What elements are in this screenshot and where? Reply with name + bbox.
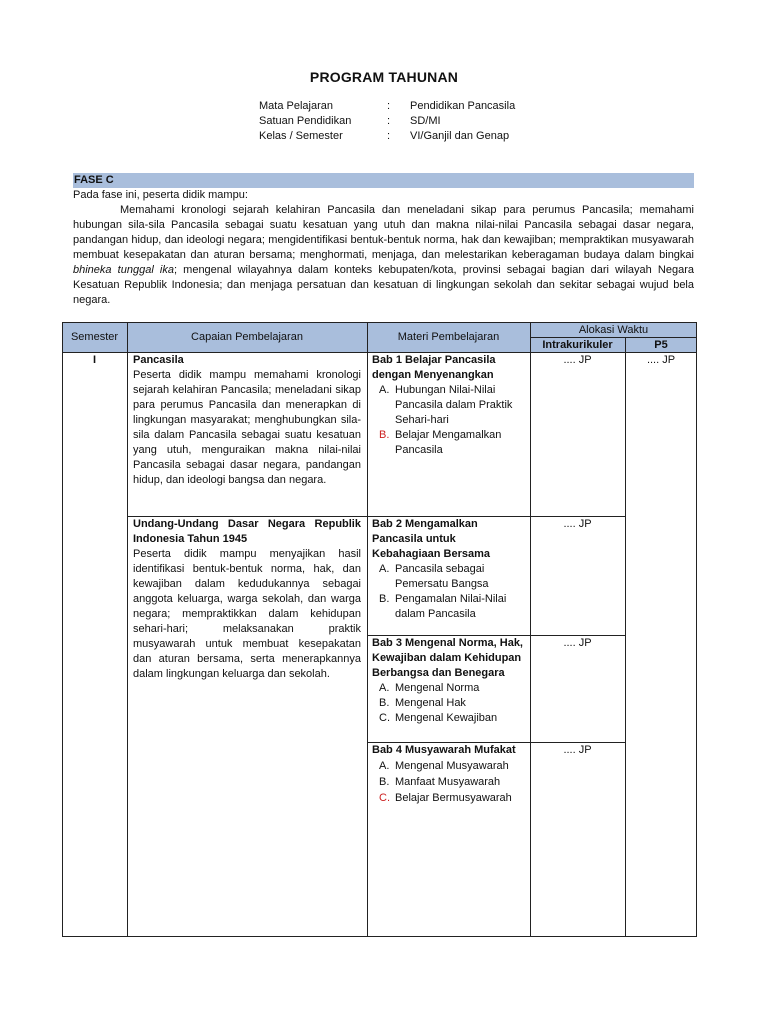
- semester-value: I: [92, 354, 97, 366]
- capaian-title: Pancasila: [133, 354, 184, 366]
- meta-row-subject: [259, 99, 515, 114]
- program-table: [62, 322, 697, 937]
- fase-heading: FASE C: [73, 173, 694, 188]
- list-letter: A.: [379, 682, 390, 694]
- meta-value: SD/MI: [410, 115, 441, 127]
- list-item: [372, 383, 525, 428]
- capaian-text: Peserta didik mampu memahami kronologi sejarah kelahiran Pancasila; meneladani sikap para perumus Pancasila dan menerapkan di lingkungan masyarakat; menghubungkan sila-sila dalam Pancasila sebagai suatu kesatuan yang utuh, menguraikan makna nilai-nilai Pancasila sebagai dasar negara, pandangan hidup, dan ideologi bangsa dan negara.: [133, 369, 361, 486]
- materi-block: [372, 517, 525, 622]
- list-text: Belajar Bermusyawarah: [395, 792, 512, 804]
- list-text: Mengenal Kewajiban: [395, 712, 498, 724]
- materi-list: [372, 758, 525, 806]
- list-item: [372, 758, 525, 774]
- jp-value: .... JP: [563, 637, 592, 649]
- jp-value: .... JP: [563, 354, 592, 366]
- grid-line: [625, 337, 626, 937]
- meta-colon: :: [387, 100, 391, 112]
- list-letter: B.: [379, 593, 390, 605]
- grid-line: [62, 322, 697, 323]
- list-letter: A.: [379, 563, 390, 575]
- jp-value: .... JP: [563, 744, 592, 756]
- list-letter: B.: [379, 776, 390, 788]
- meta-key: Satuan Pendidikan: [259, 115, 352, 127]
- grid-line: [127, 322, 128, 937]
- meta-colon: :: [387, 115, 391, 127]
- materi-block: [372, 743, 525, 806]
- meta-colon: :: [387, 130, 391, 142]
- meta-key: Mata Pelajaran: [259, 100, 333, 112]
- list-text: Belajar Mengamalkan Pancasila: [395, 429, 502, 456]
- list-letter: A.: [379, 760, 390, 772]
- header-alokasi-label: Alokasi Waktu: [578, 323, 649, 336]
- list-text: Pancasila sebagai Pemersatu Bangsa: [395, 563, 489, 590]
- header-capaian-label: Capaian Pembelajaran: [191, 331, 303, 343]
- header-materi-label: Materi Pembelajaran: [397, 331, 500, 343]
- materi-title: Bab 1 Belajar Pancasila dengan Menyenangkan: [372, 354, 496, 381]
- materi-block: [372, 636, 525, 726]
- capaian-title: Undang-Undang Dasar Negara Republik Indonesia Tahun 1945: [133, 518, 361, 545]
- page-title: PROGRAM TAHUNAN: [309, 69, 459, 85]
- document-meta: [259, 99, 515, 144]
- header-semester: [62, 322, 127, 352]
- grid-line: [530, 322, 531, 937]
- jp-value: .... JP: [563, 518, 592, 530]
- list-letter: B.: [379, 429, 390, 441]
- header-capaian: [127, 322, 367, 352]
- header-intrakurikuler-label: Intrakurikuler: [542, 338, 613, 351]
- fase-lead: Pada fase ini, peserta didik mampu:: [73, 189, 248, 201]
- header-intrakurikuler: [530, 337, 625, 352]
- list-text: Mengenal Musyawarah: [395, 760, 509, 772]
- grid-line: [530, 337, 697, 338]
- grid-line: [367, 322, 368, 937]
- list-letter: C.: [379, 792, 390, 804]
- materi-list: [372, 383, 525, 458]
- capaian-text: Peserta didik mampu menyajikan hasil identifikasi bentuk-bentuk norma, hak, dan kewajiban dalam kedudukannya sebagai anggota keluarga, warga sekolah, dan warga negara; mempraktikkan dalam kehidupan sehari-hari; melaksanakan praktik musyawarah untuk membuat kesepakatan dan aturan bersama, serta menerapkannya dalam lingkungan keluarga dan sekolah.: [133, 548, 361, 680]
- fase-paragraph-italic: bhineka tunggal ika: [73, 264, 174, 276]
- list-item: [372, 790, 525, 806]
- materi-title: Bab 3 Mengenal Norma, Hak, Kewajiban dalam Kehidupan Berbangsa dan Benegara: [372, 637, 523, 679]
- fase-paragraph-part: ; mengenal wilayahnya dalam konteks kebupaten/kota, provinsi sebagai bagian dari wilayah Negara Kesatuan Republik Indonesia; dan menjaga persatuan dan kesatuan di lingkungan sekolah dan sekitar sebagai wujud bela negara.: [73, 264, 695, 306]
- meta-row-class: [259, 129, 515, 144]
- list-letter: C.: [379, 712, 390, 724]
- header-p5-label: P5: [654, 338, 668, 351]
- grid-line: [62, 936, 697, 937]
- list-item: [372, 562, 525, 592]
- header-semester-label: Semester: [70, 331, 119, 343]
- list-text: Manfaat Musyawarah: [395, 776, 501, 788]
- list-item: [372, 711, 525, 726]
- meta-row-school: [259, 114, 515, 129]
- header-alokasi: [530, 322, 697, 337]
- list-letter: B.: [379, 697, 390, 709]
- fase-description: [73, 188, 694, 308]
- materi-list: [372, 681, 525, 726]
- list-item: [372, 774, 525, 790]
- meta-key: Kelas / Semester: [259, 130, 343, 142]
- list-item: [372, 428, 525, 458]
- grid-line: [62, 322, 63, 937]
- list-item: [372, 681, 525, 696]
- list-item: [372, 592, 525, 622]
- list-text: Mengenal Hak: [395, 697, 466, 709]
- list-text: Mengenal Norma: [395, 682, 480, 694]
- materi-title: Bab 2 Mengamalkan Pancasila untuk Kebahagiaan Bersama: [372, 518, 490, 560]
- capaian-block: [133, 517, 361, 682]
- fase-paragraph: [73, 203, 694, 308]
- fase-paragraph-part: Memahami kronologi sejarah kelahiran Pancasila dan meneladani sikap para perumus Pancasila; memahami hubungan sila-sila Pancasila sebagai suatu kesatuan yang utuh dan makna nilai-nilai Pancasila sebagai dasar negara, pandangan hidup, dan ideologi negara; mengidentifikasi bentuk-bentuk norma, hak dan kewajiban; mempraktikan musyawarah membuat kesepakatan dan aturan bersama; menghormati, menjaga, dan melestarikan keberagaman budaya dalam bingkai: [73, 204, 694, 261]
- materi-title: Bab 4 Musyawarah Mufakat: [372, 744, 516, 756]
- meta-value: VI/Ganjil dan Genap: [410, 130, 510, 142]
- list-item: [372, 696, 525, 711]
- capaian-block: [133, 353, 361, 488]
- meta-value: Pendidikan Pancasila: [410, 100, 516, 112]
- list-text: Pengamalan Nilai-Nilai dalam Pancasila: [395, 593, 507, 620]
- list-letter: A.: [379, 384, 390, 396]
- grid-line: [696, 322, 697, 937]
- materi-list: [372, 562, 525, 622]
- materi-block: [372, 353, 525, 458]
- list-text: Hubungan Nilai-Nilai Pancasila dalam Praktik Sehari-hari: [395, 384, 513, 426]
- header-materi: [367, 322, 530, 352]
- p5-value: .... JP: [646, 354, 676, 366]
- header-p5: [625, 337, 697, 352]
